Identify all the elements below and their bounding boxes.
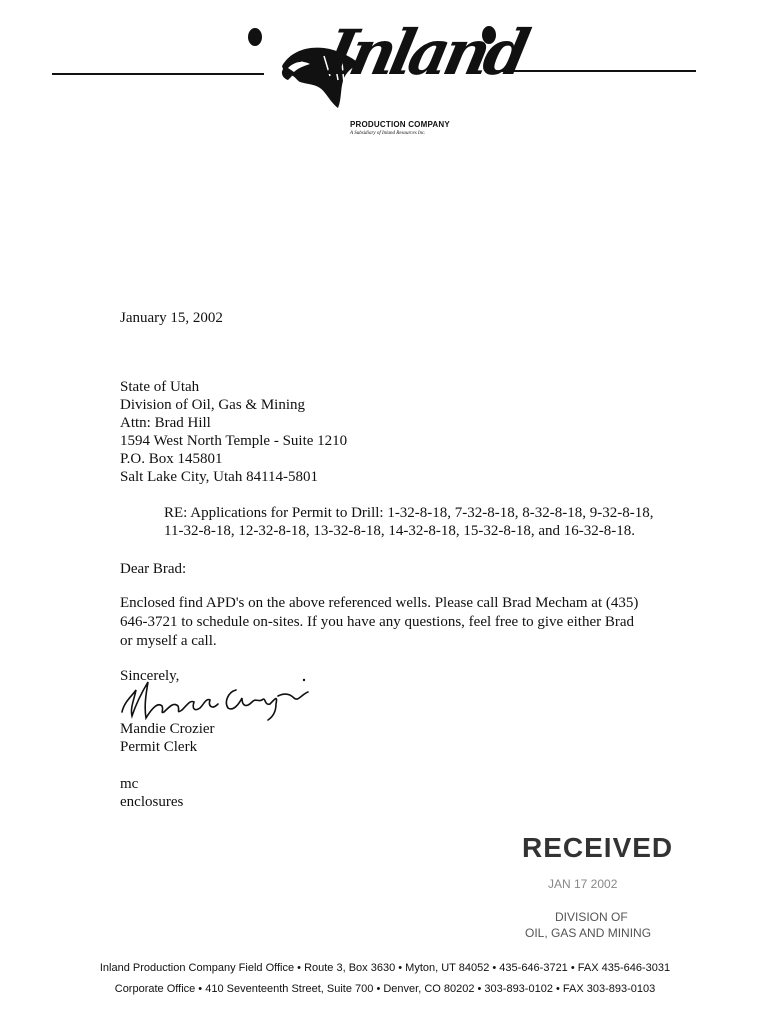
recipient-line: Division of Oil, Gas & Mining bbox=[120, 397, 306, 413]
recipient-line: Attn: Brad Hill bbox=[120, 415, 211, 431]
recipient-line: P.O. Box 145801 bbox=[120, 451, 223, 467]
re-line: RE: Applications for Permit to Drill: 1-32-8-18, 7-32-8-18, 8-32-8-18, 9-32-8-18, bbox=[164, 505, 654, 521]
recipient-line: Salt Lake City, Utah 84114-5801 bbox=[120, 469, 319, 485]
signer-name: Mandie Crozier bbox=[120, 721, 215, 737]
stamp-date: JAN 17 2002 bbox=[548, 877, 618, 891]
recipient-line: State of Utah bbox=[120, 379, 200, 395]
logo-dot-left bbox=[248, 28, 262, 46]
re-block bbox=[164, 504, 654, 540]
enclosures-note: enclosures bbox=[120, 794, 184, 810]
recipient-line: 1594 West North Temple - Suite 1210 bbox=[120, 433, 348, 449]
handwritten-signature bbox=[118, 676, 318, 726]
logo-company-line: PRODUCTION COMPANY bbox=[350, 120, 450, 129]
footer-field-office: Inland Production Company Field Office • Route 3, Box 3630 • Myton, UT 84052 • 435-646-3721 • FAX 435-646-3031 bbox=[99, 962, 671, 974]
logo-wordmark: Inland bbox=[319, 16, 532, 89]
signer-title: Permit Clerk bbox=[120, 739, 198, 755]
letterhead-rule-left bbox=[52, 73, 264, 75]
closing: Sincerely, bbox=[120, 668, 180, 684]
re-line: 11-32-8-18, 12-32-8-18, 13-32-8-18, 14-32-8-18, 15-32-8-18, and 16-32-8-18. bbox=[164, 523, 636, 539]
letterhead-rule-right bbox=[502, 70, 696, 72]
stamp-division-line1: DIVISION OF bbox=[555, 910, 628, 924]
body-paragraph: Enclosed find APD's on the above referenced wells. Please call Brad Mecham at (435) 646-3721 to schedule on-sites. If you have any questions, feel free to give either Brad or myself a call. bbox=[120, 595, 639, 649]
typist-initials: mc bbox=[120, 776, 139, 792]
initials-block bbox=[120, 775, 183, 811]
recipient-address bbox=[120, 378, 347, 486]
footer-corporate-office: Corporate Office • 410 Seventeenth Street, Suite 700 • Denver, CO 80202 • 303-893-0102 • FAX 303-893-0103 bbox=[114, 983, 656, 995]
stamp-division-line2: OIL, GAS AND MINING bbox=[525, 926, 652, 940]
letter-date: January 15, 2002 bbox=[120, 310, 223, 326]
logo-subsidiary-line: A Subsidiary of Inland Resources Inc. bbox=[350, 131, 426, 136]
stamp-received: RECEIVED bbox=[522, 832, 674, 863]
salutation: Dear Brad: bbox=[120, 561, 187, 577]
signer-block bbox=[120, 720, 215, 756]
